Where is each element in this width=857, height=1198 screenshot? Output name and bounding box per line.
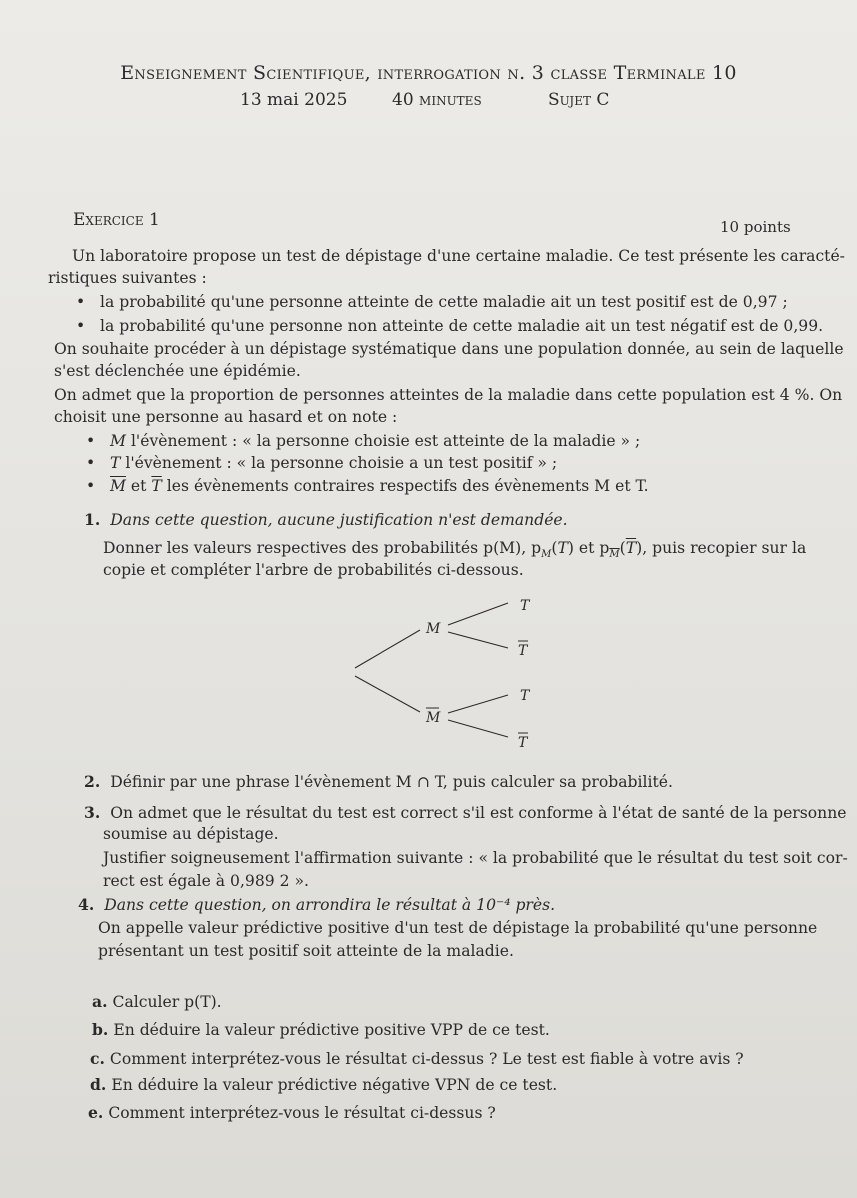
question-3-d: rect est égale à 0,989 2 ».	[103, 872, 310, 890]
symbol-m-bar: $\overline{M}$	[110, 477, 126, 495]
question-1-title: 1. Dans cette question, aucune justification n'est demandée.	[84, 510, 568, 529]
paragraph-3a: On admet que la proportion de personnes atteintes de la maladie dans cette population est 4 %. On	[54, 386, 843, 404]
subquestion-c: c. Comment interprétez-vous le résultat ci-dessus ? Le test est fiable à votre avis ?	[90, 1049, 744, 1068]
tree-node-m-bar: M	[426, 710, 441, 726]
exercise-title: Exercice 1	[73, 210, 160, 230]
symbol-t-bar: $\overline{T}$	[151, 477, 162, 495]
tree-branch-m-t-bar	[448, 632, 508, 648]
paragraph-3b: choisit une personne au hasard et on note :	[54, 408, 398, 426]
tree-leaf-m-bar-t-bar: T	[518, 735, 528, 751]
symbol-t: T	[110, 454, 121, 472]
intro-line-1: Un laboratoire propose un test de dépistage d'une certaine maladie. Ce test présente les caracté-	[72, 247, 845, 265]
subquestion-e: e. Comment interprétez-vous le résultat ci-dessus ?	[88, 1103, 496, 1122]
tree-branch-root-m	[355, 630, 420, 668]
question-4-text-a: On appelle valeur prédictive positive d'un test de dépistage la probabilité qu'une personne	[98, 919, 818, 937]
subquestion-b: b. En déduire la valeur prédictive positive VPP de ce test.	[92, 1020, 550, 1039]
tree-leaf-m-t-bar: T	[518, 643, 528, 659]
paragraph-2a: On souhaite procéder à un dépistage systématique dans une population donnée, au sein de laquelle	[54, 340, 844, 358]
subquestion-a: a. Calculer p(T).	[92, 992, 222, 1011]
exercise-points: 10 points	[720, 218, 791, 236]
exam-date: 13 mai 2025	[240, 90, 348, 110]
tree-leaf-m-t: T	[520, 598, 530, 614]
tree-leaf-m-bar-t: T	[520, 688, 530, 704]
bullet-item-2: • la probabilité qu'une personne non atteinte de cette maladie ait un test négatif est de 0,99.	[100, 315, 823, 338]
question-1-text-c: copie et compléter l'arbre de probabilités ci-dessous.	[103, 561, 524, 579]
probability-tree	[340, 590, 580, 760]
tree-branch-m-bar-t	[448, 695, 508, 713]
question-2: 2. Définir par une phrase l'évènement M ∩ T, puis calculer sa probabilité.	[84, 772, 673, 791]
intro-line-2: ristiques suivantes :	[48, 269, 207, 287]
question-3-b: soumise au dépistage.	[103, 825, 279, 843]
notation-item-t: • T l'évènement : « la personne choisie a un test positif » ;	[110, 452, 557, 475]
question-3-c: Justifier soigneusement l'affirmation suivante : « la probabilité que le résultat du test soit cor-	[103, 849, 848, 867]
exam-subject: Sujet C	[548, 90, 610, 110]
bullet-item-1: • la probabilité qu'une personne atteinte de cette maladie ait un test positif est de 0,97 ;	[100, 291, 788, 314]
tree-branch-m-t	[448, 603, 508, 625]
question-1-text-a: Donner les valeurs respectives des probabilités p(M), $p_M(T)$ et $p_{\overline{M}}(\overline{T})$, puis recopier sur la	[103, 539, 807, 561]
tree-branch-root-m-bar	[355, 676, 420, 712]
exam-duration: 40 minutes	[392, 90, 482, 110]
exam-title: Enseignement Scientifique, interrogation n. 3 classe Terminale 10	[120, 62, 737, 84]
tree-branch-m-bar-t-bar	[448, 720, 508, 737]
symbol-m: M	[110, 432, 126, 450]
question-4-text-b: présentant un test positif soit atteinte de la maladie.	[98, 942, 514, 960]
question-3-a: 3. On admet que le résultat du test est correct s'il est conforme à l'état de santé de la personne	[84, 803, 847, 822]
subquestion-d: d. En déduire la valeur prédictive négative VPN de ce test.	[90, 1075, 558, 1094]
paragraph-2b: s'est déclenchée une épidémie.	[54, 362, 301, 380]
notation-item-m: • M l'évènement : « la personne choisie est atteinte de la maladie » ;	[110, 430, 640, 453]
notation-item-complements: • $\overline{M}$ et $\overline{T}$ les évènements contraires respectifs des évènements M et T.	[110, 475, 649, 498]
tree-node-m: M	[426, 621, 441, 637]
question-4-title: 4. Dans cette question, on arrondira le résultat à 10⁻⁴ près.	[78, 895, 556, 914]
